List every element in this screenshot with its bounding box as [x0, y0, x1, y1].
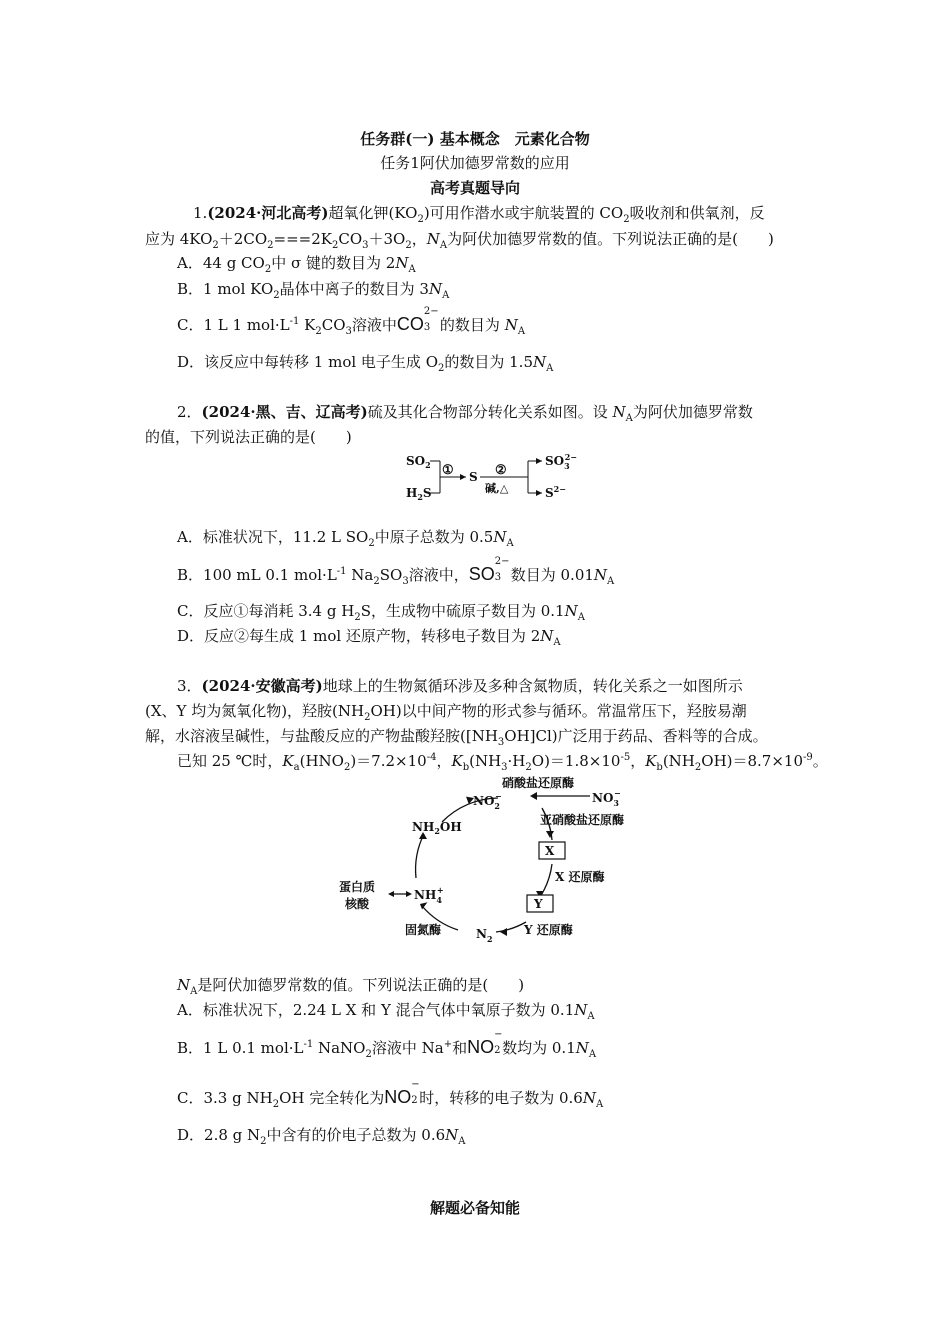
node-nh2oh: $NH_2OH$ [412, 820, 462, 836]
enzyme-nitrogenase: 固氮酶 [405, 923, 442, 937]
diagram-so2-label: $SO_2$ [406, 454, 431, 470]
q2-stem-line1: 2．(2024·黑、吉、辽高考)硫及其化合物部分转化关系如图。设 $N_A$为阿伏加德罗常数 [177, 403, 753, 424]
node-no2: $NO_2-$ [473, 791, 502, 811]
section-heading: 高考真题导向 [429, 179, 520, 197]
q3-stem-line2: (X、Y 均为氮氧化物)，羟胺$(NH_2OH)$以中间产物的形式参与循环。常温常压下，羟胺易潮 [145, 702, 747, 723]
page-subtitle: 任务1阿伏加德罗常数的应用 [380, 154, 570, 172]
q1-option-b[interactable]: B．1 mol $KO_2$晶体中离子的数目为 $3N_A$ [177, 280, 450, 301]
diagram-s2-label: $S^{2-}$ [545, 484, 566, 500]
bottom-section-heading: 解题必备知能 [429, 1199, 520, 1217]
enzyme-nitrite-reductase: 亚硝酸盐还原酶 [540, 813, 625, 827]
q3-option-d[interactable]: D．2.8 g $N_2$中含有的价电子总数为 $0.6N_A$ [177, 1126, 466, 1147]
sulfur-conversion-diagram [400, 450, 590, 506]
nitrogen-cycle-diagram [330, 774, 660, 946]
diagram-condition: 碱,△ [485, 482, 509, 495]
q3-option-b[interactable]: B．1 L 0.1 $mol\cdot L^{-1}$ NaNO$_2$溶液中 Na+和NO − 2 数均为 $0.1N_A$ [177, 1029, 597, 1060]
diagram-so3-label: $SO_32-$ [545, 452, 577, 471]
node-x: X [545, 844, 555, 858]
q1-option-c[interactable]: C．1 L 1 $mol\cdot L^{-1}$ $K_2CO_3$溶液中CO 2− 3 的数目为 $N_A$ [177, 306, 526, 337]
q3-option-a[interactable]: A．标准状况下，2.24 L X 和 Y 混合气体中氧原子数为 $0.1N_A$ [177, 1001, 595, 1022]
q3-ask: $N_A$是阿伏加德罗常数的值。下列说法正确的是( ) [177, 976, 525, 997]
diagram-step2: ② [495, 463, 507, 478]
page-title: 任务群(一) 基本概念 元素化合物 [360, 130, 590, 148]
diagram-h2s-label: $H_2S$ [406, 486, 432, 502]
q2-option-a[interactable]: A．标准状况下，11.2 L $SO_2$中原子总数为 $0.5N_A$ [177, 528, 514, 549]
q2-stem-line2: 的值，下列说法正确的是( ) [145, 428, 352, 446]
diagram-s-label: S [469, 470, 478, 484]
q2-option-c[interactable]: C．反应①每消耗 3.4 g $H_2S$，生成物中硫原子数目为 $0.1N_A$ [177, 602, 585, 623]
q1-option-d[interactable]: D．该反应中每转移 1 mol 电子生成 $O_2$的数目为 $1.5N_A$ [177, 353, 554, 374]
q1-stem-line2: 应为 $4KO_2+2CO_2===2K_2CO_3+3O_2$，$N_A$为阿伏加德罗常数的值。下列说法正确的是( ) [145, 230, 774, 251]
node-y: Y [534, 897, 543, 911]
label-protein: 蛋白质 [339, 880, 376, 894]
diagram-step1: ① [442, 463, 454, 478]
q3-stem-line3: 解，水溶液呈碱性，与盐酸反应的产物盐酸羟胺$([NH_3OH]Cl)$广泛用于药品、香料等的合成。 [145, 727, 768, 748]
enzyme-y-reductase: Y 还原酶 [524, 923, 573, 937]
q2-option-d[interactable]: D．反应②每生成 1 mol 还原产物，转移电子数目为 $2N_A$ [177, 627, 561, 648]
q1-option-a[interactable]: A．44 g $CO_2$中 σ 键的数目为 $2N_A$ [177, 254, 416, 275]
q1-stem-line1: 1.(2024·河北高考)超氧化钾$(KO_2)$可用作潜水或宇航装置的 $CO_2$吸收剂和供氧剂，反 [193, 204, 765, 225]
q3-stem-line1: 3．(2024·安徽高考)地球上的生物氮循环涉及多种含氮物质，转化关系之一如图所示 [177, 677, 743, 695]
q3-stem-line4: 已知 25 ℃时，$K_a(HNO_2)=7.2\times 10^{-4}$，$K_b(NH_3\cdot H_2O)=1.8\times 10^{-5}$，$K_b(NH_2OH)=8.7\times 10^{-9}$。 [177, 752, 828, 773]
enzyme-x-reductase: X 还原酶 [555, 870, 605, 884]
q3-option-c[interactable]: C．3.3 g $NH_2OH$ 完全转化为NO − 2 时，转移的电子数为 $0.6N_A$ [177, 1079, 604, 1110]
node-n2: $N_2$ [476, 927, 493, 944]
q2-option-b[interactable]: B．100 mL 0.1 $mol\cdot L^{-1}$ $Na_2SO_3$溶液中，SO 2− 3 数目为 $0.01N_A$ [177, 556, 615, 587]
node-nh4: $NH_4+$ [414, 885, 444, 905]
label-nucleic-acid: 核酸 [345, 897, 370, 911]
node-no3: $NO_3-$ [592, 788, 621, 808]
enzyme-nitrate-reductase: 硝酸盐还原酶 [502, 776, 575, 790]
